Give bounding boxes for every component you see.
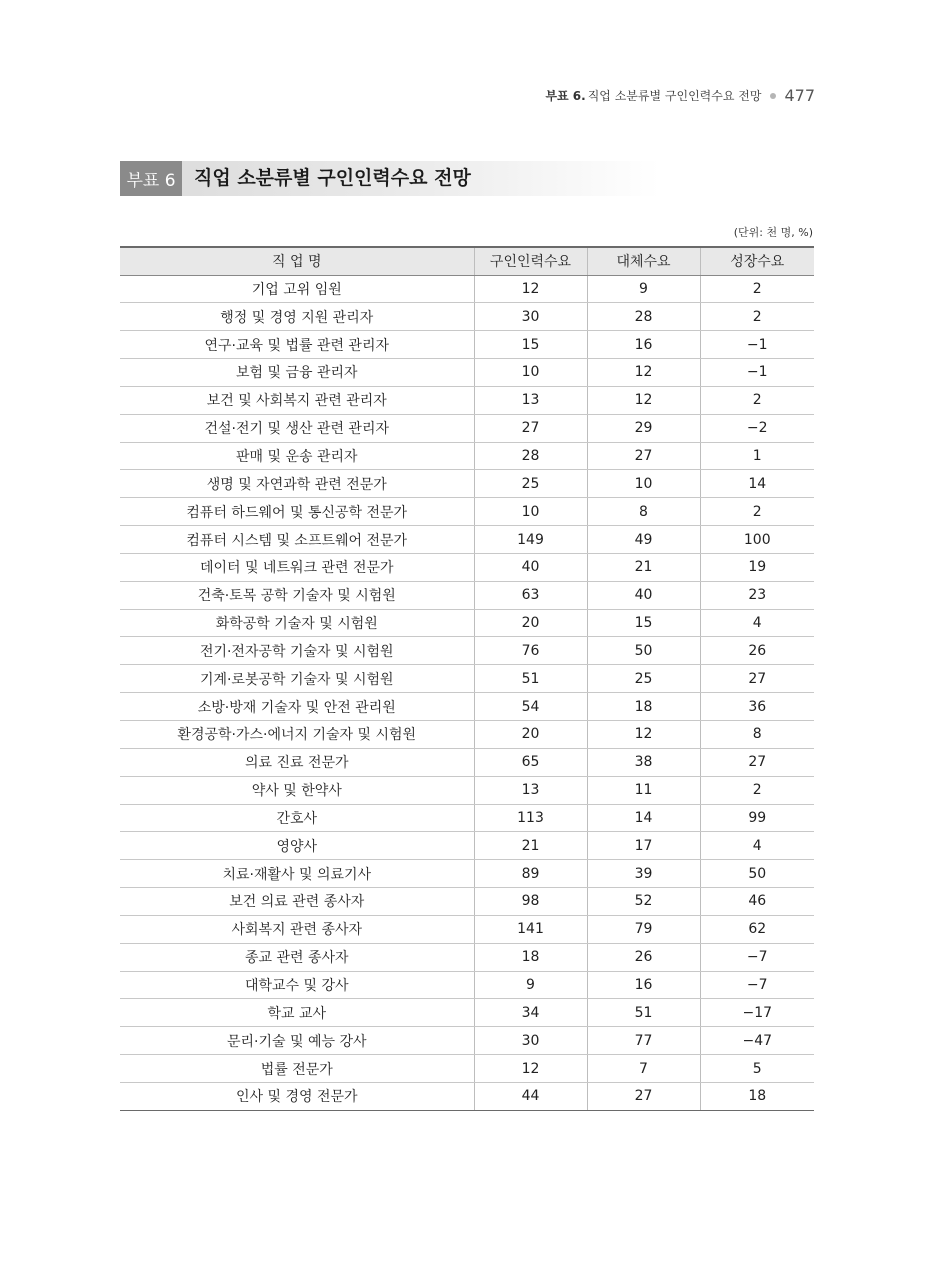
growth-demand-cell: 2: [700, 776, 814, 804]
replacement-demand-cell: 16: [587, 971, 700, 999]
occupation-cell: 전기·전자공학 기술자 및 시험원: [120, 637, 474, 665]
table-title-bar: [120, 161, 660, 196]
occupation-cell: 데이터 및 네트워크 관련 전문가: [120, 553, 474, 581]
occupation-cell: 컴퓨터 하드웨어 및 통신공학 전문가: [120, 498, 474, 526]
growth-demand-cell: 2: [700, 386, 814, 414]
replacement-demand-cell: 12: [587, 386, 700, 414]
replacement-demand-cell: 9: [587, 275, 700, 303]
occupation-cell: 화학공학 기술자 및 시험원: [120, 609, 474, 637]
growth-demand-cell: 2: [700, 275, 814, 303]
occupation-cell: 문리·기술 및 예능 강사: [120, 1027, 474, 1055]
job-demand-cell: 63: [474, 581, 587, 609]
job-demand-cell: 65: [474, 748, 587, 776]
growth-demand-cell: 4: [700, 609, 814, 637]
growth-demand-cell: 46: [700, 888, 814, 916]
growth-demand-cell: −7: [700, 971, 814, 999]
job-demand-cell: 20: [474, 721, 587, 749]
table-row: [120, 1027, 814, 1055]
growth-demand-cell: 5: [700, 1055, 814, 1083]
replacement-demand-cell: 14: [587, 804, 700, 832]
growth-demand-cell: 2: [700, 303, 814, 331]
growth-demand-cell: 18: [700, 1082, 814, 1110]
table-row: [120, 915, 814, 943]
table-row: [120, 637, 814, 665]
replacement-demand-cell: 51: [587, 999, 700, 1027]
occupation-cell: 치료·재활사 및 의료기사: [120, 860, 474, 888]
growth-demand-cell: −47: [700, 1027, 814, 1055]
occupation-cell: 소방·방재 기술자 및 안전 관리원: [120, 693, 474, 721]
job-demand-cell: 149: [474, 526, 587, 554]
job-demand-cell: 89: [474, 860, 587, 888]
occupation-cell: 대학교수 및 강사: [120, 971, 474, 999]
table-row: [120, 721, 814, 749]
occupation-cell: 종교 관련 종사자: [120, 943, 474, 971]
table-row: [120, 748, 814, 776]
occupation-cell: 건축·토목 공학 기술자 및 시험원: [120, 581, 474, 609]
growth-demand-cell: −1: [700, 331, 814, 359]
table-row: [120, 609, 814, 637]
job-demand-cell: 13: [474, 776, 587, 804]
job-demand-cell: 15: [474, 331, 587, 359]
replacement-demand-cell: 27: [587, 1082, 700, 1110]
replacement-demand-cell: 16: [587, 331, 700, 359]
occupation-cell: 판매 및 운송 관리자: [120, 442, 474, 470]
growth-demand-cell: 8: [700, 721, 814, 749]
replacement-demand-cell: 15: [587, 609, 700, 637]
table-row: [120, 971, 814, 999]
job-demand-cell: 44: [474, 1082, 587, 1110]
job-demand-cell: 10: [474, 498, 587, 526]
table-row: [120, 1082, 814, 1110]
table-title: 직업 소분류별 구인인력수요 전망: [194, 167, 471, 189]
table-row: [120, 776, 814, 804]
header-job-demand: 구인인력수요: [474, 247, 587, 275]
table-row: [120, 832, 814, 860]
growth-demand-cell: −17: [700, 999, 814, 1027]
growth-demand-cell: −2: [700, 414, 814, 442]
replacement-demand-cell: 50: [587, 637, 700, 665]
replacement-demand-cell: 10: [587, 470, 700, 498]
occupation-cell: 보건 및 사회복지 관련 관리자: [120, 386, 474, 414]
growth-demand-cell: 100: [700, 526, 814, 554]
table-row: [120, 386, 814, 414]
occupation-cell: 연구·교육 및 법률 관련 관리자: [120, 331, 474, 359]
replacement-demand-cell: 8: [587, 498, 700, 526]
replacement-demand-cell: 21: [587, 553, 700, 581]
growth-demand-cell: −7: [700, 943, 814, 971]
page-number: 477: [784, 86, 815, 105]
job-demand-cell: 13: [474, 386, 587, 414]
running-header-label: 부표 6.: [545, 89, 586, 103]
occupation-cell: 영양사: [120, 832, 474, 860]
occupation-cell: 사회복지 관련 종사자: [120, 915, 474, 943]
job-demand-cell: 141: [474, 915, 587, 943]
header-replacement-demand: 대체수요: [587, 247, 700, 275]
replacement-demand-cell: 25: [587, 665, 700, 693]
replacement-demand-cell: 49: [587, 526, 700, 554]
job-demand-cell: 40: [474, 553, 587, 581]
bullet-dot-icon: [770, 93, 776, 99]
running-header-title: 직업 소분류별 구인인력수요 전망: [587, 89, 762, 103]
growth-demand-cell: 23: [700, 581, 814, 609]
table-row: [120, 1055, 814, 1083]
replacement-demand-cell: 77: [587, 1027, 700, 1055]
header-growth-demand: 성장수요: [700, 247, 814, 275]
job-demand-cell: 12: [474, 1055, 587, 1083]
growth-demand-cell: 1: [700, 442, 814, 470]
replacement-demand-cell: 12: [587, 721, 700, 749]
occupation-cell: 의료 진료 전문가: [120, 748, 474, 776]
table-row: [120, 665, 814, 693]
table-row: [120, 526, 814, 554]
table-row: [120, 275, 814, 303]
growth-demand-cell: 19: [700, 553, 814, 581]
growth-demand-cell: 62: [700, 915, 814, 943]
occupation-cell: 간호사: [120, 804, 474, 832]
replacement-demand-cell: 38: [587, 748, 700, 776]
occupation-cell: 기계·로봇공학 기술자 및 시험원: [120, 665, 474, 693]
replacement-demand-cell: 17: [587, 832, 700, 860]
job-demand-cell: 54: [474, 693, 587, 721]
growth-demand-cell: 27: [700, 748, 814, 776]
table-row: [120, 498, 814, 526]
growth-demand-cell: 50: [700, 860, 814, 888]
job-demand-cell: 51: [474, 665, 587, 693]
table-row: [120, 581, 814, 609]
growth-demand-cell: 14: [700, 470, 814, 498]
job-demand-cell: 34: [474, 999, 587, 1027]
table-row: [120, 359, 814, 387]
job-demand-cell: 9: [474, 971, 587, 999]
occupation-cell: 약사 및 한약사: [120, 776, 474, 804]
table-row: [120, 693, 814, 721]
occupation-cell: 법률 전문가: [120, 1055, 474, 1083]
job-demand-cell: 30: [474, 1027, 587, 1055]
table-row: [120, 303, 814, 331]
job-demand-cell: 20: [474, 609, 587, 637]
header-occupation: 직 업 명: [120, 247, 474, 275]
replacement-demand-cell: 79: [587, 915, 700, 943]
job-demand-cell: 27: [474, 414, 587, 442]
table-row: [120, 553, 814, 581]
replacement-demand-cell: 52: [587, 888, 700, 916]
table-row: [120, 414, 814, 442]
occupation-cell: 인사 및 경영 전문가: [120, 1082, 474, 1110]
table-row: [120, 943, 814, 971]
job-demand-cell: 113: [474, 804, 587, 832]
replacement-demand-cell: 28: [587, 303, 700, 331]
growth-demand-cell: 26: [700, 637, 814, 665]
growth-demand-cell: 2: [700, 498, 814, 526]
table-header-row: [120, 247, 814, 275]
occupation-cell: 건설·전기 및 생산 관련 관리자: [120, 414, 474, 442]
occupation-cell: 컴퓨터 시스템 및 소프트웨어 전문가: [120, 526, 474, 554]
replacement-demand-cell: 40: [587, 581, 700, 609]
growth-demand-cell: 99: [700, 804, 814, 832]
growth-demand-cell: −1: [700, 359, 814, 387]
table-body: [120, 275, 814, 1110]
occupation-demand-table: [120, 246, 814, 1111]
job-demand-cell: 12: [474, 275, 587, 303]
job-demand-cell: 98: [474, 888, 587, 916]
occupation-cell: 기업 고위 임원: [120, 275, 474, 303]
job-demand-cell: 25: [474, 470, 587, 498]
occupation-cell: 보험 및 금융 관리자: [120, 359, 474, 387]
occupation-cell: 보건 의료 관련 종사자: [120, 888, 474, 916]
table-row: [120, 470, 814, 498]
job-demand-cell: 76: [474, 637, 587, 665]
replacement-demand-cell: 12: [587, 359, 700, 387]
table-row: [120, 999, 814, 1027]
replacement-demand-cell: 26: [587, 943, 700, 971]
job-demand-cell: 28: [474, 442, 587, 470]
growth-demand-cell: 4: [700, 832, 814, 860]
replacement-demand-cell: 27: [587, 442, 700, 470]
job-demand-cell: 21: [474, 832, 587, 860]
table-row: [120, 860, 814, 888]
replacement-demand-cell: 7: [587, 1055, 700, 1083]
occupation-cell: 환경공학·가스·에너지 기술자 및 시험원: [120, 721, 474, 749]
table-row: [120, 888, 814, 916]
job-demand-cell: 30: [474, 303, 587, 331]
replacement-demand-cell: 39: [587, 860, 700, 888]
table-row: [120, 331, 814, 359]
table-number-tag: 부표 6: [120, 161, 182, 196]
occupation-cell: 생명 및 자연과학 관련 전문가: [120, 470, 474, 498]
growth-demand-cell: 36: [700, 693, 814, 721]
occupation-cell: 학교 교사: [120, 999, 474, 1027]
table-row: [120, 442, 814, 470]
occupation-cell: 행정 및 경영 지원 관리자: [120, 303, 474, 331]
growth-demand-cell: 27: [700, 665, 814, 693]
running-header: [545, 86, 815, 105]
table-row: [120, 804, 814, 832]
job-demand-cell: 18: [474, 943, 587, 971]
replacement-demand-cell: 18: [587, 693, 700, 721]
job-demand-cell: 10: [474, 359, 587, 387]
replacement-demand-cell: 11: [587, 776, 700, 804]
replacement-demand-cell: 29: [587, 414, 700, 442]
unit-note: (단위: 천 명, %): [733, 226, 813, 239]
